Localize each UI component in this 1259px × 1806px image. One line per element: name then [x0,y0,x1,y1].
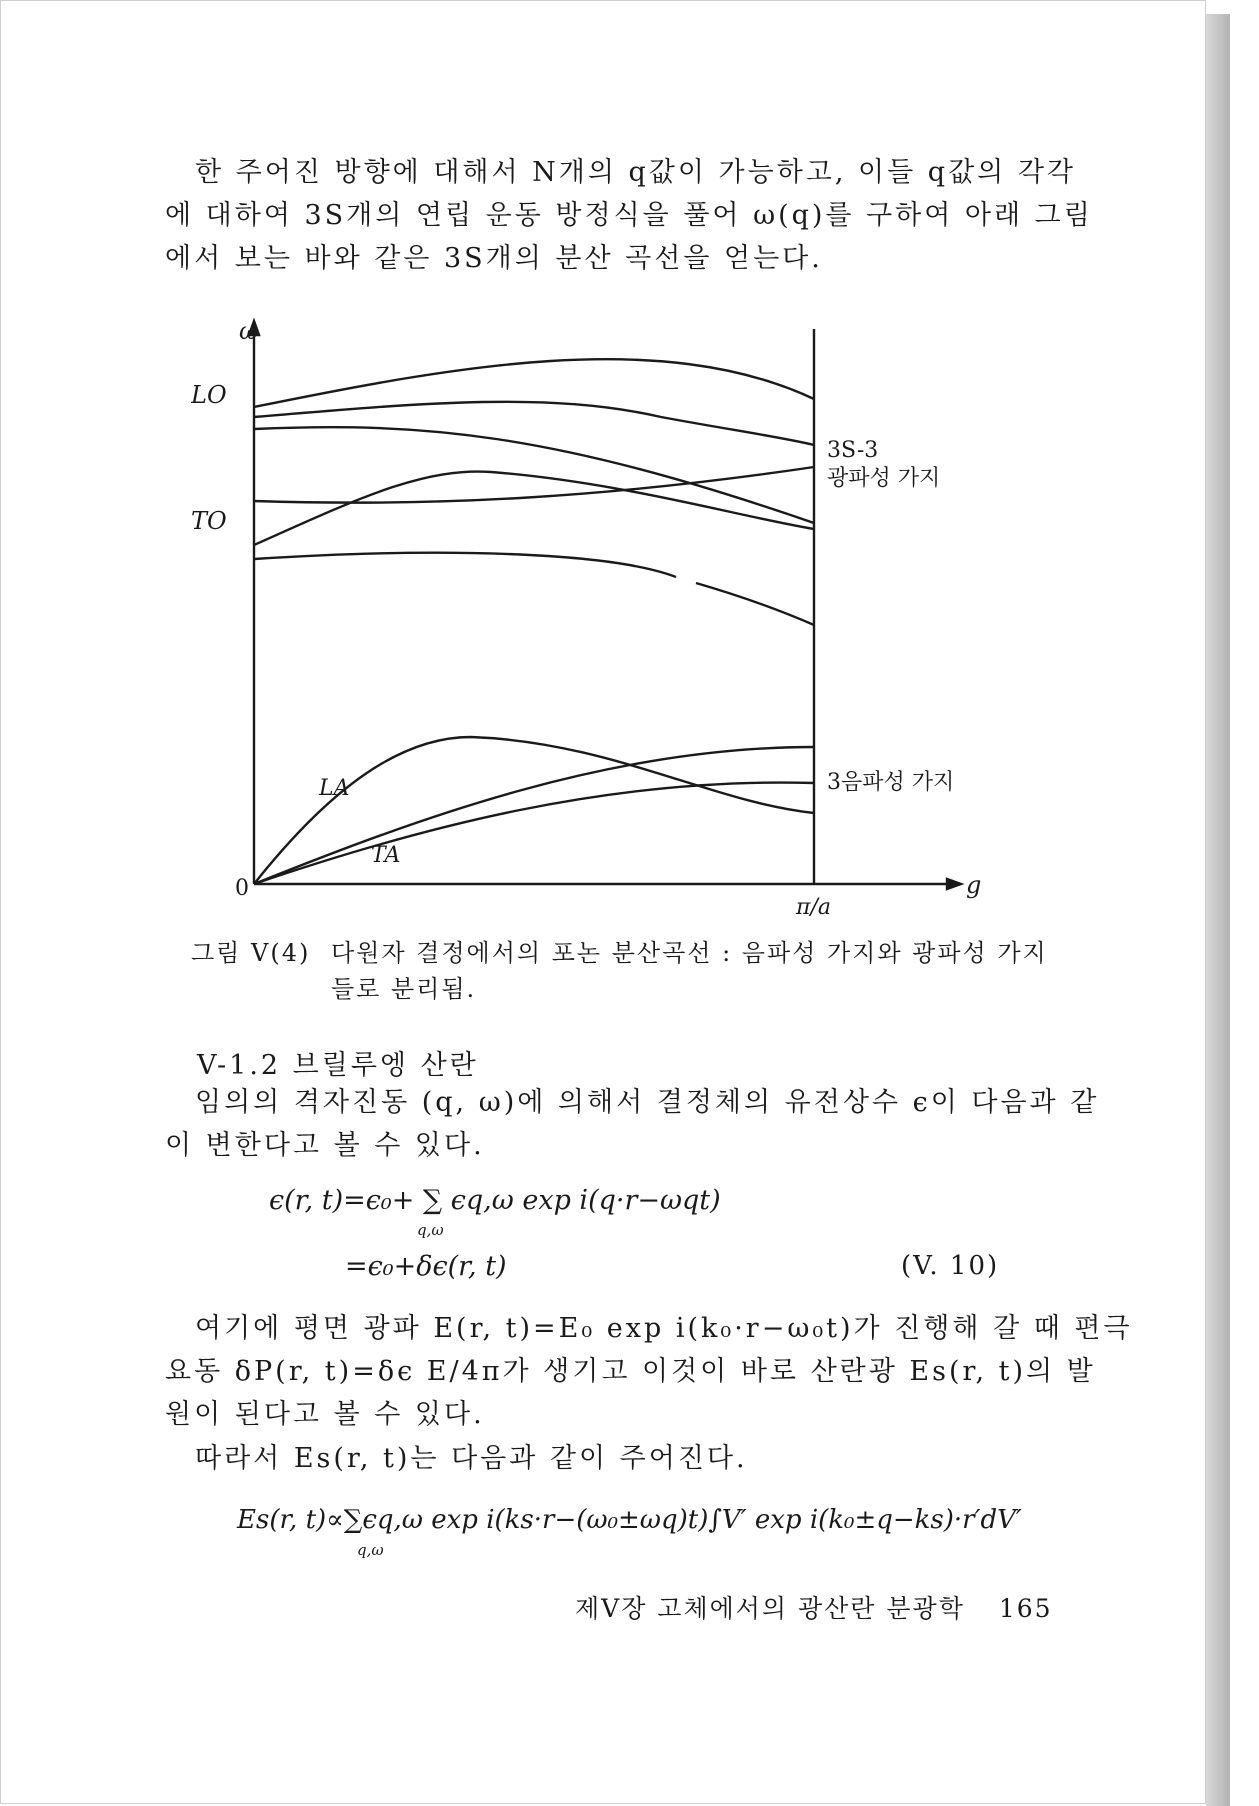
x-axis-label: g [966,871,982,899]
tick-label-lo: LO [191,381,227,409]
equation-sum-index: q,ω [417,1221,444,1239]
optical-curve [696,583,814,625]
page-edge-shadow [1206,14,1230,1806]
optical-branch-label: 광파성 가지 [827,466,941,491]
text-line: 에 대하여 3S개의 연립 운동 방정식을 풀어 ω(q)를 구하여 아래 그림 [165,200,1093,231]
dispersion-curve-figure [191,317,1011,927]
equation-scattered-field: Es(r, t)∝∑ϵq,ω exp i(ks·r−(ω₀±ωq)t)∫V′ exp i(k₀±q−ks)·r′dV′ [237,1505,1022,1535]
caption-text: 다원자 결정에서의 포논 분산곡선 : 음파성 가지와 광파성 가지들로 분리됨. [331,939,1048,1003]
origin-label: 0 [235,876,249,901]
text-line: 요동 δP(r, t)=δϵ E/4π가 생기고 이것이 바로 산란광 Es(r, t)의 발 [165,1356,1096,1387]
equation-line-1: ϵ(r, t)=ϵ₀+ ∑ ϵq,ω exp i(q·r−ωqt) [269,1185,721,1216]
paragraph-scattered-field [165,1437,1037,1480]
equation-sum-index: q,ω [357,1541,384,1559]
caption-label: 그림 V(4) [191,939,311,967]
text-line: 이 변한다고 볼 수 있다. [165,1130,485,1161]
optical-branch-curves [254,359,814,625]
text-line: 에서 보는 바와 같은 3S개의 분산 곡선을 얻는다. [165,243,823,274]
optical-curve [254,402,814,445]
acoustic-branch-label: 3음파성 가지 [827,770,955,795]
paragraph-dielectric [165,1081,1100,1167]
optical-count-label: 3S-3 [827,438,879,463]
optical-curve [254,472,814,545]
equation-number: (V. 10) [901,1251,1000,1281]
text-line: 한 주어진 방향에 대해서 N개의 q값이 가능하고, 이들 q값의 각각 [195,157,1076,188]
x-axis-arrow-icon [947,879,961,889]
ta-curve-label: TA [371,843,401,868]
optical-curve [254,467,814,503]
acoustic-branch-curves [254,737,814,884]
la-curve [254,737,814,884]
tick-label-to: TO [191,507,227,535]
la-curve-label: LA [319,776,350,801]
text-line: 임의의 격자진동 (q, ω)에 의해서 결정체의 유전상수 ϵ이 다음과 같 [195,1087,1100,1118]
text-line: 원이 된다고 볼 수 있다. [165,1399,485,1430]
page-footer [575,1589,1053,1625]
optical-curve [254,553,676,577]
text-line: 여기에 평면 광파 E(r, t)=E₀ exp i(k₀·r−ω₀t)가 진행해 갈 때 편극 [195,1313,1133,1344]
paragraph-intro [165,151,1093,280]
section-heading: V-1.2 브릴루엥 산란 [197,1050,479,1081]
chapter-title: 제V장 고체에서의 광산란 분광학 [575,1594,965,1623]
acoustic-curve [254,747,814,884]
text-line: 따라서 Es(r, t)는 다음과 같이 주어진다. [195,1443,748,1474]
y-axis-label: ω [239,317,259,345]
x-end-label: π/a [796,895,831,920]
optical-curve [254,359,814,407]
page-number: 165 [998,1594,1053,1623]
paragraph-polarization [165,1307,1133,1436]
equation-line-2: =ϵ₀+δϵ(r, t) [345,1251,507,1282]
